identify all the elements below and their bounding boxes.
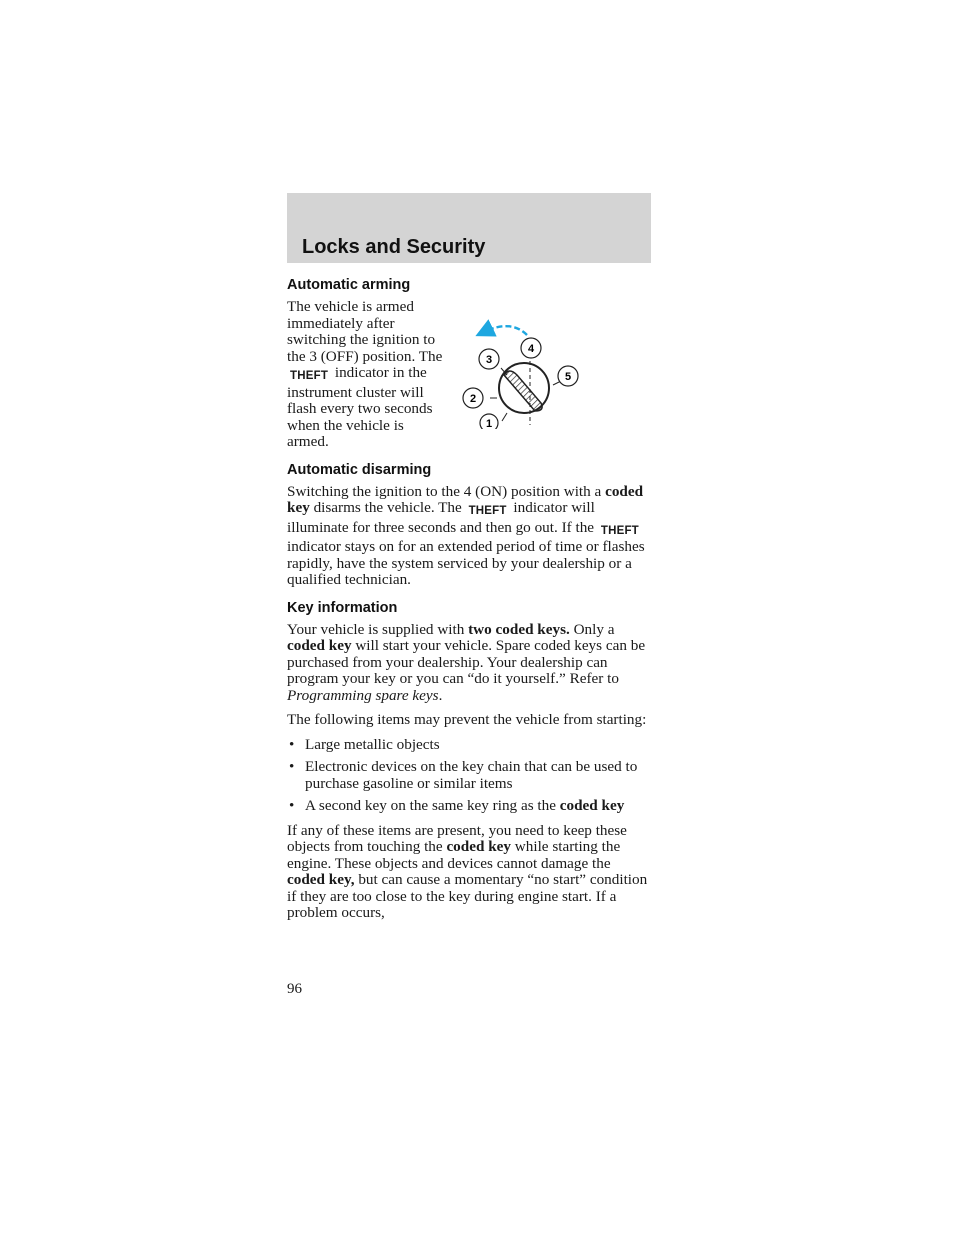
heading-key-information: Key information xyxy=(287,599,398,616)
disarming-text-3: indicator will illuminate for three seconds and then go out. If the xyxy=(287,499,595,536)
key-info-text-1: Your vehicle is supplied with xyxy=(287,620,469,638)
list-item-text: A second key on the same key ring as the xyxy=(305,797,560,814)
label-4-text: 4 xyxy=(527,343,535,355)
page-number: 96 xyxy=(287,981,302,997)
list-item-text: Large metallic objects xyxy=(305,735,440,753)
tick-1 xyxy=(502,413,507,421)
label-5 xyxy=(558,366,578,386)
disarming-text-4: indicator stays on for an extended period of time or flashes rapidly, have the system serviced by your dealership or a qualified technician. xyxy=(287,538,645,588)
page-content xyxy=(287,276,651,932)
key-info-paragraph-2: The following items may prevent the vehicle from starting: xyxy=(287,711,647,728)
programming-spare-keys-reference: Programming spare keys xyxy=(287,686,439,704)
rotation-arrow xyxy=(484,326,527,335)
key-info-p3-text-2: while starting the engine. These objects and devices cannot damage the xyxy=(287,838,621,872)
section-header xyxy=(287,193,651,263)
key-info-text-4: . xyxy=(438,686,443,704)
ignition-diagram xyxy=(451,299,651,429)
key-info-bold-2: coded key xyxy=(287,637,352,654)
prevent-start-list xyxy=(287,737,651,815)
key-info-paragraph-1 xyxy=(287,622,651,705)
label-4 xyxy=(521,338,541,358)
disarming-text-2: disarms the vehicle. The xyxy=(309,499,462,516)
key-info-p3-bold-2: coded key, xyxy=(287,871,355,888)
heading-automatic-arming: Automatic arming xyxy=(287,277,411,293)
label-1-text: 1 xyxy=(485,418,493,429)
label-3 xyxy=(479,349,499,369)
label-2-text: 2 xyxy=(469,393,477,405)
label-3-text: 3 xyxy=(485,354,493,366)
bullet-icon: • xyxy=(289,797,295,814)
disarming-paragraph xyxy=(287,484,651,589)
key-info-text-3: will start your vehicle. Spare coded keys can be purchased from your dealership. Your dealership can program your key or you can “do it yourself.” Refer to xyxy=(287,637,646,687)
section-automatic-disarming xyxy=(287,461,651,589)
key-info-p3-bold-1: coded key xyxy=(446,838,511,855)
list-item xyxy=(287,798,651,815)
disarming-text-1: Switching the ignition to the 4 (ON) position with a xyxy=(287,482,606,500)
bullet-icon: • xyxy=(289,758,295,775)
label-5-text: 5 xyxy=(564,371,572,383)
label-1 xyxy=(480,414,498,429)
bullet-icon: • xyxy=(289,735,295,753)
list-item-bold: coded key xyxy=(559,797,625,814)
list-item xyxy=(287,737,651,754)
theft-indicator-label: THEFT xyxy=(600,524,639,537)
theft-indicator-label: THEFT xyxy=(290,370,329,382)
theft-indicator-label: THEFT xyxy=(468,505,507,517)
section-key-information xyxy=(287,599,651,922)
heading-automatic-disarming: Automatic disarming xyxy=(287,461,432,478)
arming-text-b: indicator in the instrument cluster will flash every two seconds when the vehicle is armed. xyxy=(287,364,433,450)
key-info-paragraph-3 xyxy=(287,823,651,922)
list-item-text: Electronic devices on the key chain that can be used to purchase gasoline or similar items xyxy=(305,758,638,792)
key-info-text-2: Only a xyxy=(569,620,615,638)
list-item xyxy=(287,759,651,792)
section-automatic-arming xyxy=(287,276,651,451)
key-info-p3-text-3: but can cause a momentary “no start” condition if they are too close to the key during engine start. If a problem occurs, xyxy=(287,871,648,921)
section-title: Locks and Security xyxy=(302,236,486,258)
label-2 xyxy=(463,388,483,408)
key-info-p3-text-1: If any of these items are present, you need to keep these objects from touching the xyxy=(287,821,627,855)
arming-text-a: The vehicle is armed immediately after switching the ignition to the 3 (OFF) position. The xyxy=(287,298,443,365)
disarming-bold-coded-key: coded key xyxy=(287,482,644,516)
key-info-bold-1: two coded keys. xyxy=(468,620,570,638)
